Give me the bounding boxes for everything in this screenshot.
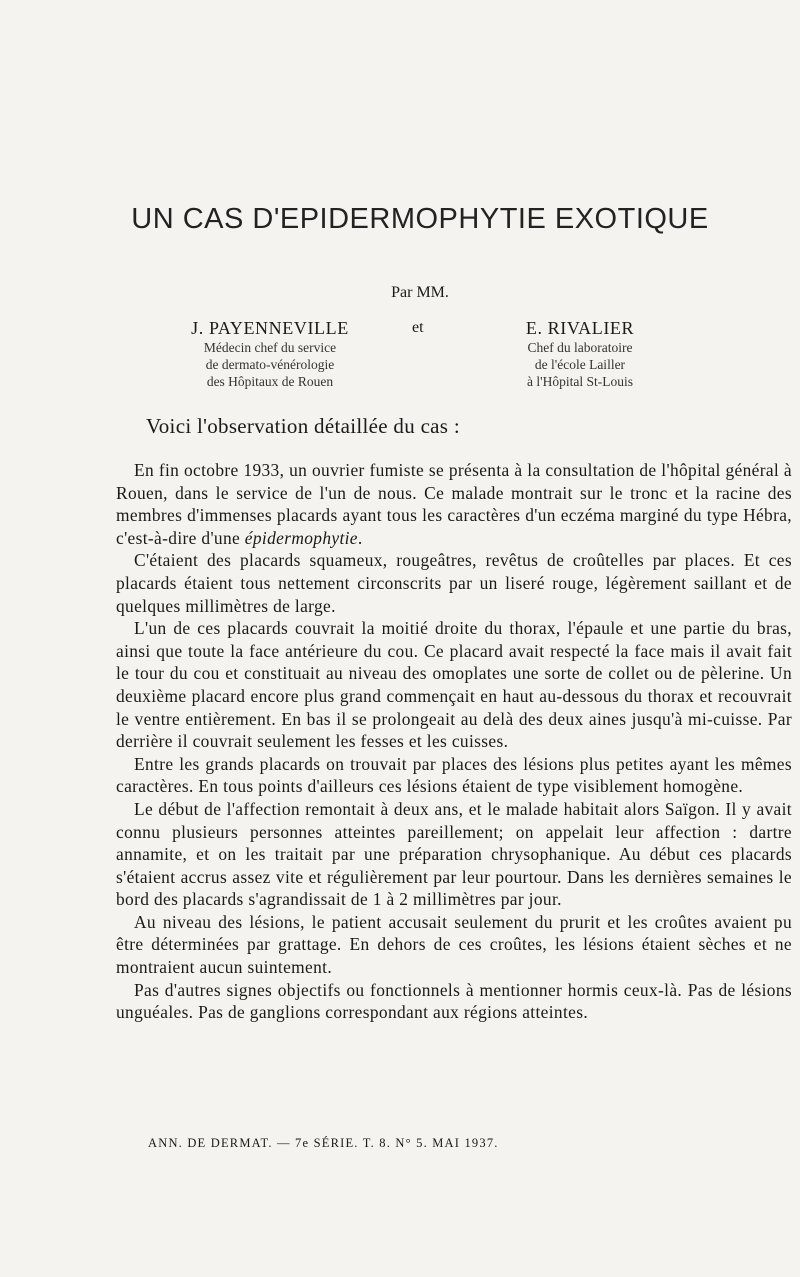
journal-footer: ANN. DE DERMAT. — 7e SÉRIE. T. 8. N° 5. MAI 1937. [148, 1136, 499, 1150]
paragraph: C'étaient des placards squameux, rougeâtres, revêtus de croûtelles par places. Et ces placards étaient tous nettement circonscrits par un liseré rouge, légèrement saillant et de quelques millimètres de large. [116, 550, 792, 616]
author-conjunction: et [412, 319, 424, 336]
paragraph: Au niveau des lésions, le patient accusait seulement du prurit et les croûtes avaient pu être déterminées par grattage. En dehors de ces croûtes, les lésions étaient sèches et ne montraient aucun suintement. [116, 911, 792, 978]
article-body [116, 459, 792, 1024]
paragraph-text: En fin octobre 1933, un ouvrier fumiste se présenta à la consultation de l'hôpital général à Rouen, dans le service de l'un de nous. Ce malade montrait sur le tronc et la racine des membres d'immenses placards ayant tous les caractères d'un eczéma marginé du type Hébra, c'est-à-dire d'une [116, 460, 792, 548]
author-rivalier [485, 317, 675, 390]
author-role-line: de l'école Lailler [534, 357, 626, 372]
article-title: UN CAS D'EPIDERMOPHYTIE EXOTIQUE [131, 203, 709, 235]
author-role-line: de dermato-vénérologie [205, 357, 335, 372]
author-role-line: des Hôpitaux de Rouen [206, 374, 334, 389]
author-role-line: à l'Hôpital St-Louis [527, 374, 633, 389]
paragraph: L'un de ces placards couvrait la moitié droite du thorax, l'épaule et une partie du bras, ainsi que toute la face antérieure du cou. Ce placard avait respecté la face mais il avait fait le tour du cou et constituait au niveau des omoplates une sorte de collet ou de pèlerine. Un deuxième placard encore plus grand commençait en haut au-dessous du thorax et recouvrait le ventre entièrement. En bas il se prolongeait au delà des deux aines jusqu'à mi-cuisse. Par derrière il couvrait seulement les fesses et les cuisses. [116, 618, 792, 752]
author-role-line: Chef du laboratoire [527, 340, 633, 355]
paragraph: Entre les grands placards on trouvait par places des lésions plus petites ayant les mêmes caractères. En tous points d'ailleurs ces lésions étaient de type visiblement homogène. [116, 753, 792, 797]
paragraph: Le début de l'affection remontait à deux ans, et le malade habitait alors Saïgon. Il y avait connu plusieurs personnes atteintes pareillement; on appelait leur affection : dartre annamite, et on les traitait par une préparation chrysophanique. Au début ces placards s'étaient accrus assez vite et régulièrement par leur pourtour. Dans les dernières semaines le bord des placards s'agrandissait de 1 à 2 millimètres par jour. [116, 798, 792, 910]
authors-intro: Par MM. [391, 284, 449, 301]
author-name: J. PAYENNEVILLE [191, 318, 349, 338]
author-name: E. RIVALIER [525, 318, 635, 338]
paragraph [116, 459, 792, 549]
paragraph: Pas d'autres signes objectifs ou fonctionnels à mentionner hormis ceux-là. Pas de lésions unguéales. Pas de ganglions correspondant aux régions atteintes. [116, 979, 792, 1023]
italic-term: épidermophytie [244, 527, 358, 548]
author-payenneville [180, 317, 360, 390]
paragraph-text: . [357, 527, 363, 548]
author-role-line: Médecin chef du service [203, 340, 337, 355]
section-intro: Voici l'observation détaillée du cas : [146, 414, 460, 438]
